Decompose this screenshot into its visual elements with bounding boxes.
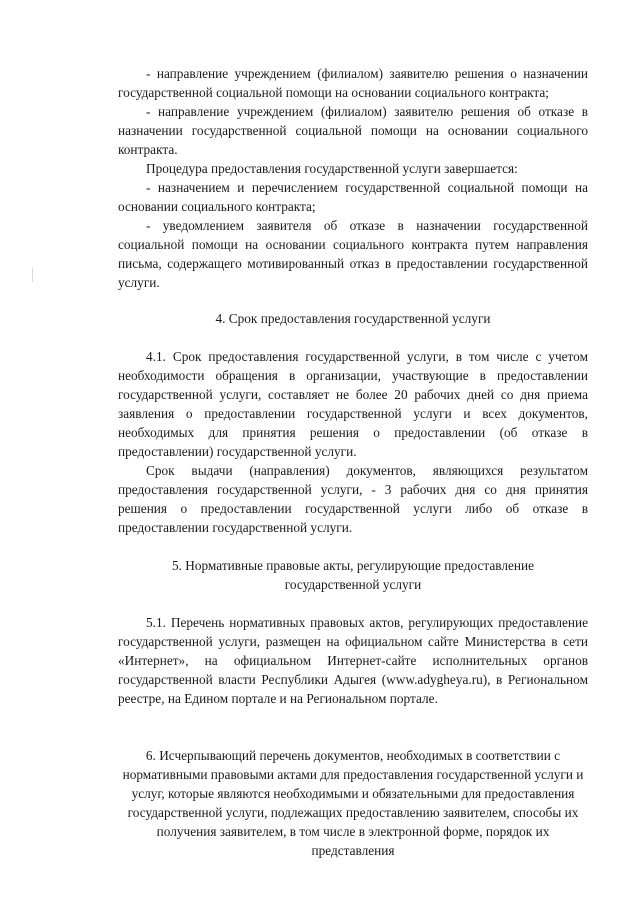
intro-paragraph-3: Процедура предоставления государственной услуги завершается:	[146, 161, 518, 176]
section-4-paragraph-1: 4.1. Срок предоставления государственной услуги, в том числе с учетом необходимости обращения в организации, участвующие в предоставлении государственной услуги, составляет не более 20 рабочих дней со дня приема заявления о предоставлении государственной услуги и всех документов, необходимых для принятия решения о предоставлении (об отказе в предоставлении) государственной услуги.	[118, 349, 588, 459]
section-5-title-line-2: государственной услуги	[284, 577, 422, 592]
section-5-title	[118, 556, 588, 594]
document-page	[118, 64, 588, 860]
intro-paragraph-1: - направление учреждением (филиалом) заявителю решения о назначении государственной социальной помощи на основании социального контракта;	[118, 66, 588, 100]
section-4-title: 4. Срок предоставления государственной услуги	[215, 311, 491, 326]
section-6-title: 6. Исчерпывающий перечень документов, необходимых в соответствии с нормативными правовыми актами для предоставления государственной услуги и услуг, которые являются необходимыми и обязательными для предоставления государственной услуги, подлежащих предоставлению заявителем, способы их получения заявителем, в том числе в электронной форме, порядок их представления	[122, 748, 584, 858]
intro-paragraph-4: - назначением и перечислением государственной социальной помощи на основании социального контракта;	[118, 180, 588, 214]
section-5-body	[118, 613, 588, 708]
intro-block	[118, 64, 588, 292]
section-5-paragraph-1: 5.1. Перечень нормативных правовых актов, регулирующих предоставление государственной услуги, размещен на официальном сайте Министерства в сети «Интернет», на официальном Интернет-сайте исполнительных органов государственной власти Республики Адыгея (www.adygheya.ru), в Региональном реестре, на Едином портале и на Региональном портале.	[118, 615, 588, 706]
intro-paragraph-2: - направление учреждением (филиалом) заявителю решения об отказе в назначении государственной социальной помощи на основании социального контракта.	[118, 104, 588, 157]
section-5-title-line-1: 5. Нормативные правовые акты, регулирующие предоставление	[171, 558, 535, 573]
intro-paragraph-5: - уведомлением заявителя об отказе в назначении государственной социальной помощи на основании социального контракта путем направления письма, содержащего мотивированный отказ в предоставлении государственной услуги.	[118, 218, 588, 290]
section-4-paragraph-2: Срок выдачи (направления) документов, являющихся результатом предоставления государственной услуги, - 3 рабочих дня со дня принятия решения о предоставлении государственной услуги либо об отказе в предоставлении государственной услуги.	[118, 463, 588, 535]
margin-mark	[32, 268, 33, 282]
section-4-body	[118, 347, 588, 537]
